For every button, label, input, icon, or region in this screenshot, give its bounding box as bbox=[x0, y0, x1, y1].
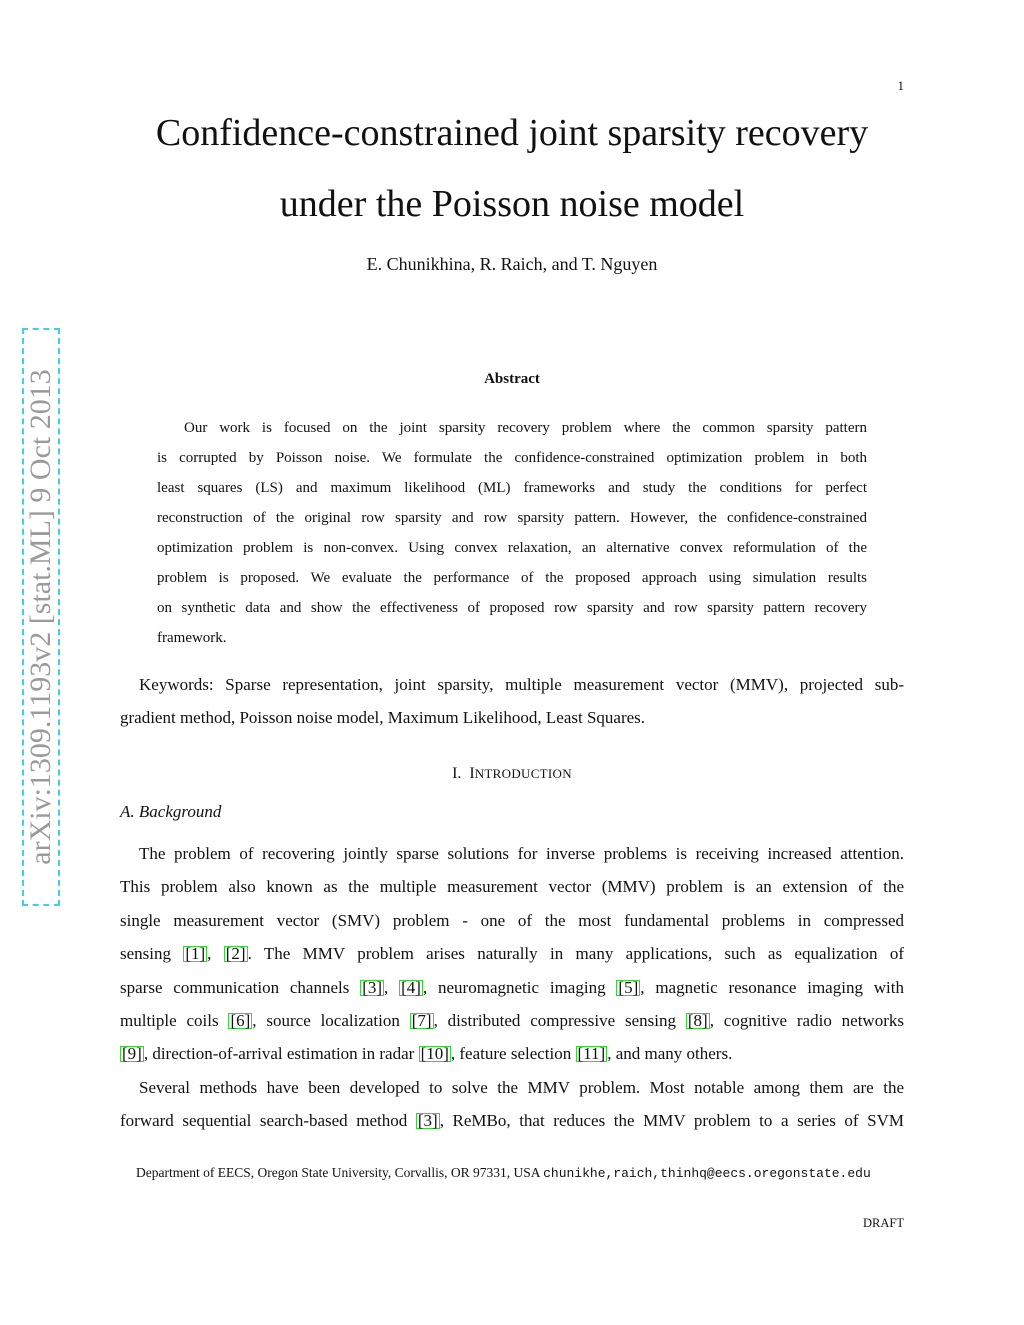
keywords-line: Keywords: Sparse representation, joint sparsity, multiple measurement vector (MMV), projected sub- bbox=[139, 675, 904, 694]
section-title-initial: I bbox=[469, 765, 475, 782]
text-run: , distributed compressive sensing bbox=[433, 1010, 686, 1030]
abstract-line: least squares (LS) and maximum likelihood (ML) frameworks and study the conditions for perfect bbox=[157, 480, 867, 496]
abstract-line: optimization problem is non-convex. Using convex relaxation, an alternative convex reformulation of the bbox=[157, 540, 867, 556]
body-line bbox=[120, 1004, 904, 1037]
section-heading-introduction bbox=[0, 765, 1024, 783]
subsection-heading-background: A. Background bbox=[120, 802, 222, 821]
text-run: , neuromagnetic imaging bbox=[422, 977, 617, 997]
text-run: , direction-of-arrival estimation in radar bbox=[143, 1044, 419, 1064]
email-addresses: chunikhe,raich,thinhq@eecs.oregonstate.edu bbox=[543, 1166, 871, 1181]
paper-title-line-2: under the Poisson noise model bbox=[279, 183, 745, 225]
citation-link[interactable]: [11] bbox=[577, 1044, 606, 1064]
keywords-line: gradient method, Poisson noise model, Maximum Likelihood, Least Squares. bbox=[120, 708, 646, 727]
body-line: This problem also known as the multiple measurement vector (MMV) problem is an extension of the bbox=[120, 877, 904, 897]
text-run: sensing bbox=[120, 944, 184, 964]
text-run: , bbox=[207, 944, 224, 964]
text-run: , bbox=[384, 977, 400, 997]
abstract-line: problem is proposed. We evaluate the performance of the proposed approach using simulation results bbox=[157, 570, 867, 586]
text-run: , magnetic resonance imaging with bbox=[640, 977, 904, 997]
body-line bbox=[120, 1104, 904, 1137]
arxiv-stamp[interactable] bbox=[22, 328, 60, 906]
citation-link[interactable]: [9] bbox=[122, 1044, 142, 1064]
abstract-line: is corrupted by Poisson noise. We formulate the confidence-constrained optimization problem in both bbox=[157, 450, 867, 466]
citation-link[interactable]: [2] bbox=[225, 944, 246, 964]
abstract-line: Our work is focused on the joint sparsity recovery problem where the common sparsity pattern bbox=[184, 420, 867, 436]
citation-link[interactable]: [3] bbox=[362, 977, 383, 997]
text-run: sparse communication channels bbox=[120, 977, 361, 997]
paper-title-line-1: Confidence-constrained joint sparsity recovery bbox=[155, 112, 869, 154]
text-run: multiple coils bbox=[120, 1010, 229, 1030]
body-line: single measurement vector (SMV) problem - one of the most fundamental problems in compressed bbox=[120, 910, 904, 930]
section-title-rest: NTRODUCTION bbox=[474, 766, 572, 781]
citation-link[interactable]: [4] bbox=[401, 977, 421, 997]
section-number: I. bbox=[452, 765, 462, 782]
citation-link[interactable]: [8] bbox=[687, 1010, 708, 1030]
abstract-line: on synthetic data and show the effectiveness of proposed row sparsity and row sparsity pattern recovery bbox=[157, 600, 867, 616]
citation-link[interactable]: [10] bbox=[420, 1044, 449, 1064]
text-run: , feature selection bbox=[450, 1044, 576, 1064]
abstract-heading: Abstract bbox=[484, 371, 540, 387]
body-line bbox=[120, 1037, 904, 1070]
text-run: , and many others. bbox=[607, 1044, 733, 1064]
text-run: , cognitive radio networks bbox=[709, 1010, 904, 1030]
body-line bbox=[120, 937, 904, 970]
draft-label: DRAFT bbox=[863, 1216, 904, 1230]
body-text bbox=[120, 837, 904, 1138]
abstract-body bbox=[157, 413, 867, 653]
arxiv-stamp-text: arXiv:1309.1193v2 [stat.ML] 9 Oct 2013 bbox=[24, 369, 57, 865]
citation-link[interactable]: [7] bbox=[411, 1010, 432, 1030]
text-run: forward sequential search-based method bbox=[120, 1111, 416, 1131]
abstract-line: framework. bbox=[157, 630, 227, 646]
body-line: The problem of recovering jointly sparse solutions for inverse problems is receiving increased attention. bbox=[139, 844, 904, 863]
text-run: , ReMBo, that reduces the MMV problem to a series of SVM bbox=[439, 1111, 904, 1131]
affiliation-footnote bbox=[136, 1165, 976, 1181]
text-run: , source localization bbox=[252, 1010, 410, 1030]
body-line: Several methods have been developed to solve the MMV problem. Most notable among them are the bbox=[139, 1077, 904, 1097]
body-line bbox=[120, 971, 904, 1004]
citation-link[interactable]: [5] bbox=[618, 977, 639, 997]
affiliation-text: Department of EECS, Oregon State University, Corvallis, OR 97331, USA bbox=[136, 1165, 544, 1180]
author-list: E. Chunikhina, R. Raich, and T. Nguyen bbox=[366, 254, 658, 274]
page-number: 1 bbox=[897, 78, 904, 93]
citation-link[interactable]: [3] bbox=[417, 1111, 438, 1131]
text-run: . The MMV problem arises naturally in many applications, such as equalization of bbox=[247, 944, 904, 964]
abstract-line: reconstruction of the original row sparsity and row sparsity pattern. However, the confidence-constrained bbox=[157, 510, 867, 526]
citation-link[interactable]: [6] bbox=[230, 1010, 251, 1030]
keywords bbox=[120, 668, 904, 734]
citation-link[interactable]: [1] bbox=[185, 944, 206, 964]
